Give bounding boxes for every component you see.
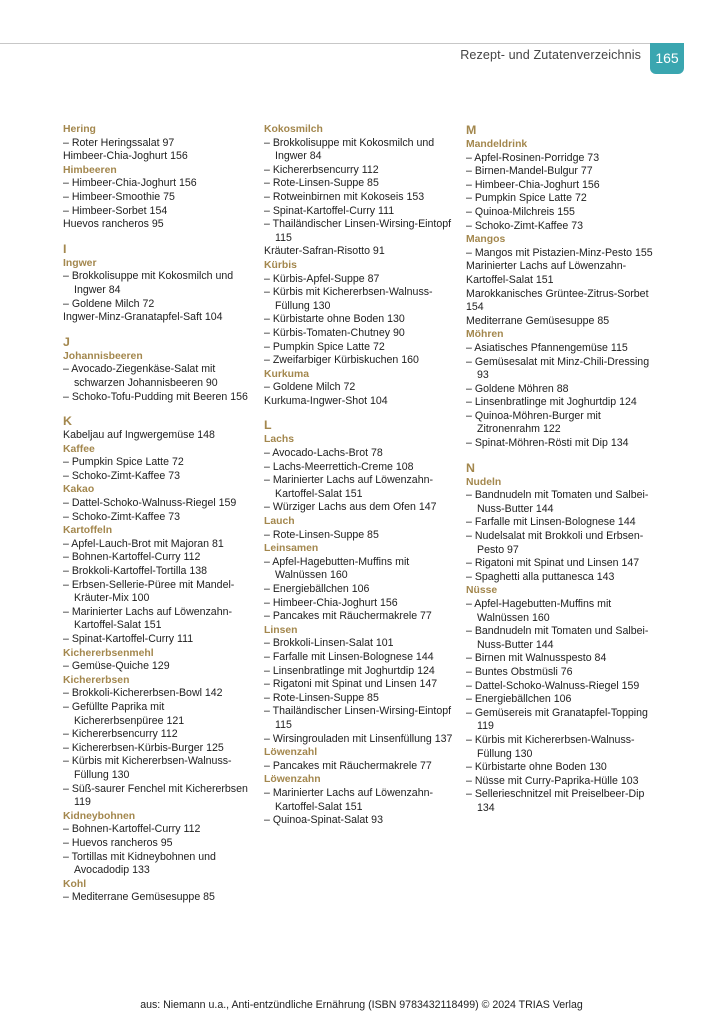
index-sub-entry: – Bandnudeln mit Tomaten und Salbei-Nuss-Butter 144 [466,625,649,651]
index-sub-entry: – Pumpkin Spice Latte 72 [264,340,385,353]
index-sub-entry: – Nüsse mit Curry-Paprika-Hülle 103 [466,774,639,787]
index-entry: Kurkuma-Ingwer-Shot 104 [264,394,388,407]
index-category-heading: Löwenzahl [264,747,318,759]
index-letter-heading: L [264,418,272,433]
index-sub-entry: – Zweifarbiger Kürbiskuchen 160 [264,354,419,367]
index-sub-entry: – Himbeer-Smoothie 75 [63,190,175,203]
index-entry: Kabeljau auf Ingwergemüse 148 [63,429,215,442]
index-sub-entry: – Farfalle mit Linsen-Bolognese 144 [264,650,434,663]
index-sub-entry: – Birnen-Mandel-Bulgur 77 [466,165,593,178]
index-sub-entry: – Himbeer-Chia-Joghurt 156 [63,177,197,190]
index-sub-entry: – Thailändischer Linsen-Wirsing-Eintopf 115 [264,218,452,244]
page-footer-citation: aus: Niemann u.a., Anti-entzündliche Ernährung (ISBN 9783432118499) © 2024 TRIAS Verlag [140,999,583,1011]
index-sub-entry: – Rote-Linsen-Suppe 85 [264,177,379,190]
index-sub-entry: – Schoko-Tofu-Pudding mit Beeren 156 [63,390,248,403]
index-sub-entry: – Spinat-Kartoffel-Curry 111 [264,204,395,217]
page-number-badge: 165 [650,43,684,74]
index-sub-entry: – Apfel-Hagebutten-Muffins mit Walnüssen 160 [264,555,410,582]
index-category-heading: Linsen [264,624,298,636]
index-sub-entry: – Pumpkin Spice Latte 72 [466,192,587,205]
index-category-heading: Johannisbeeren [63,350,143,362]
index-sub-entry: – Spaghetti alla puttanesca 143 [466,570,615,583]
index-entry: Marokkanisches Grüntee-Zitrus-Sorbet 154 [466,287,649,314]
index-category-heading: Kartoffeln [63,525,113,537]
index-sub-entry: – Brokkoli-Kartoffel-Tortilla 138 [63,565,208,578]
index-category-heading: Kokosmilch [264,124,323,135]
index-sub-entry: – Marinierter Lachs auf Löwenzahn-Kartoffel-Salat 151 [63,605,233,632]
index-sub-entry: – Süß-saurer Fenchel mit Kichererbsen 119 [63,782,248,809]
index-sub-entry: – Pancakes mit Räuchermakrele 77 [264,759,432,772]
index-sub-entry: – Linsenbratlinge mit Joghurtdip 124 [264,664,435,677]
index-sub-entry: – Schoko-Zimt-Kaffee 73 [466,219,583,232]
index-category-heading: Ingwer [63,257,97,269]
index-sub-entry: – Schoko-Zimt-Kaffee 73 [63,469,180,482]
index-sub-entry: – Wirsingrouladen mit Linsenfüllung 137 [264,732,453,745]
index-sub-entry: – Avocado-Ziegenkäse-Salat mit schwarzen Johannisbeeren 90 [63,363,218,389]
index-column-2 [264,123,456,828]
index-sub-entry: – Nudelsalat mit Brokkoli und Erbsen-Pesto 97 [466,530,644,556]
index-category-heading: Kichererbsenmehl [63,647,154,659]
index-sub-entry: – Bohnen-Kartoffel-Curry 112 [63,551,201,564]
index-sub-entry: – Rote-Linsen-Suppe 85 [264,528,379,541]
index-entry: Mediterrane Gemüsesuppe 85 [466,314,610,327]
index-sub-entry: – Birnen mit Walnusspesto 84 [466,652,607,665]
index-category-heading: Löwenzahn [264,774,321,786]
index-sub-entry: – Rotweinbirnen mit Kokoseis 153 [264,190,425,203]
index-sub-entry: – Mangos mit Pistazien-Minz-Pesto 155 [466,246,653,259]
index-sub-entry: – Lachs-Meerrettich-Creme 108 [264,460,414,473]
index-category-heading: Mangos [466,234,506,246]
index-sub-entry: – Marinierter Lachs auf Löwenzahn-Kartoffel-Salat 151 [264,786,434,813]
index-entry: Huevos rancheros 95 [63,218,164,231]
index-sub-entry: – Brokkolisuppe mit Kokosmilch und Ingwer 84 [63,270,234,296]
index-sub-entry: – Himbeer-Chia-Joghurt 156 [466,178,600,191]
index-category-heading: Lachs [264,434,295,446]
index-sub-entry: – Brokkoli-Kichererbsen-Bowl 142 [63,687,223,700]
index-sub-entry: – Rigatoni mit Spinat und Linsen 147 [466,557,640,570]
index-column-3 [466,123,661,816]
index-sub-entry: – Linsenbratlinge mit Joghurtdip 124 [466,396,637,409]
index-sub-entry: – Apfel-Rosinen-Porridge 73 [466,151,600,164]
index-sub-entry: – Erbsen-Sellerie-Püree mit Mandel-Kräuter-Mix 100 [63,578,235,605]
index-sub-entry: – Würziger Lachs aus dem Ofen 147 [264,501,437,514]
index-sub-entry: – Buntes Obstmüsli 76 [466,665,573,678]
index-category-heading: Kurkuma [264,368,310,380]
index-sub-entry: – Brokkolisuppe mit Kokosmilch und Ingwer 84 [264,136,435,163]
index-sub-entry: – Spinat-Kartoffel-Curry 111 [63,633,194,645]
index-entry: Marinierter Lachs auf Löwenzahn-Kartoffel-Salat 151 [466,260,627,286]
index-sub-entry: – Energiebällchen 106 [264,583,370,595]
index-category-heading: Kakao [63,484,95,496]
index-sub-entry: – Gefüllte Paprika mit Kichererbsenpüree 121 [63,700,185,727]
index-category-heading: Möhren [466,329,504,341]
index-category-heading: Kaffee [63,443,95,455]
index-sub-entry: – Tortillas mit Kidneybohnen und Avocadodip 133 [63,850,216,877]
page-header-title: Rezept- und Zutatenverzeichnis [460,48,641,62]
index-sub-entry: – Kürbis-Apfel-Suppe 87 [264,272,380,285]
index-sub-entry: – Himbeer-Chia-Joghurt 156 [264,596,398,609]
index-sub-entry: – Spinat-Möhren-Rösti mit Dip 134 [466,437,629,450]
index-letter-heading: K [63,414,72,429]
index-sub-entry: – Mediterrane Gemüsesuppe 85 [63,891,215,904]
index-sub-entry: – Rigatoni mit Spinat und Linsen 147 [264,678,438,691]
index-sub-entry: – Kürbis mit Kichererbsen-Walnuss-Füllung 130 [466,733,635,760]
index-sub-entry: – Gemüsesalat mit Minz-Chili-Dressing 93 [466,355,650,382]
index-sub-entry: – Brokkoli-Linsen-Salat 101 [264,637,394,650]
index-category-heading: Lauch [264,516,295,528]
index-sub-entry: – Kürbistarte ohne Boden 130 [264,313,405,326]
index-category-heading: Nudeln [466,476,502,488]
index-sub-entry: – Rote-Linsen-Suppe 85 [264,691,379,704]
index-entry: Kräuter-Safran-Risotto 91 [264,245,385,258]
index-category-heading: Kürbis [264,259,297,271]
index-sub-entry: – Energiebällchen 106 [466,693,572,706]
index-category-heading: Kichererbsen [63,674,130,686]
index-sub-entry: – Bandnudeln mit Tomaten und Salbei-Nuss-Butter 144 [466,489,649,515]
index-sub-entry: – Roter Heringssalat 97 [63,136,175,149]
index-sub-entry: – Gemüsereis mit Granatapfel-Topping 119 [466,706,648,733]
index-letter-heading: J [63,334,70,349]
index-sub-entry: – Kichererbsencurry 112 [63,728,178,741]
index-sub-entry: – Dattel-Schoko-Walnuss-Riegel 159 [63,497,237,510]
index-category-heading: Kohl [63,878,87,890]
index-sub-entry: – Pancakes mit Räuchermakrele 77 [264,610,432,623]
index-sub-entry: – Dattel-Schoko-Walnuss-Riegel 159 [466,679,640,692]
index-letter-heading: M [466,123,477,137]
index-category-heading: Hering [63,124,96,135]
index-sub-entry: – Asiatisches Pfannengemüse 115 [466,341,628,354]
index-sub-entry: – Kichererbsencurry 112 [264,163,379,176]
index-sub-entry: – Apfel-Hagebutten-Muffins mit Walnüssen 160 [466,598,612,624]
index-sub-entry: – Kürbis mit Kichererbsen-Walnuss-Füllung 130 [264,286,433,312]
index-sub-entry: – Goldene Milch 72 [63,297,155,310]
index-sub-entry: – Goldene Möhren 88 [466,382,569,395]
index-category-heading: Nüsse [466,585,498,597]
index-sub-entry: – Avocado-Lachs-Brot 78 [264,447,383,460]
index-category-heading: Leinsamen [264,543,319,555]
index-sub-entry: – Quinoa-Milchreis 155 [466,205,575,218]
index-sub-entry: – Kürbis-Tomaten-Chutney 90 [264,326,405,339]
index-sub-entry: – Goldene Milch 72 [264,381,356,394]
index-category-heading: Himbeeren [63,164,117,176]
index-category-heading: Kidneybohnen [63,810,136,822]
index-sub-entry: – Thailändischer Linsen-Wirsing-Eintopf 115 [264,705,452,731]
index-sub-entry: – Sellerieschnitzel mit Preiselbeer-Dip 134 [466,788,645,814]
index-sub-entry: – Pumpkin Spice Latte 72 [63,456,184,469]
index-sub-entry: – Himbeer-Sorbet 154 [63,204,168,217]
index-sub-entry: – Gemüse-Quiche 129 [63,660,170,673]
index-letter-heading: N [466,460,475,475]
index-sub-entry: – Farfalle mit Linsen-Bolognese 144 [466,516,636,529]
index-entry: Ingwer-Minz-Granatapfel-Saft 104 [63,311,223,324]
index-sub-entry: – Kürbistarte ohne Boden 130 [466,761,607,774]
index-sub-entry: – Schoko-Zimt-Kaffee 73 [63,510,180,523]
index-sub-entry: – Marinierter Lachs auf Löwenzahn-Kartoffel-Salat 151 [264,474,434,500]
index-column-1 [63,123,253,905]
index-sub-entry: – Huevos rancheros 95 [63,836,173,849]
index-sub-entry: – Apfel-Lauch-Brot mit Majoran 81 [63,537,224,550]
index-sub-entry: – Quinoa-Spinat-Salat 93 [264,814,383,827]
index-sub-entry: – Quinoa-Möhren-Burger mit Zitronenrahm 122 [466,409,601,436]
header-rule [0,43,650,44]
index-entry: Himbeer-Chia-Joghurt 156 [63,150,188,163]
index-sub-entry: – Kichererbsen-Kürbis-Burger 125 [63,741,224,754]
index-sub-entry: – Bohnen-Kartoffel-Curry 112 [63,823,201,836]
index-sub-entry: – Kürbis mit Kichererbsen-Walnuss-Füllung 130 [63,755,232,781]
index-category-heading: Mandeldrink [466,139,528,150]
index-letter-heading: I [63,241,67,256]
